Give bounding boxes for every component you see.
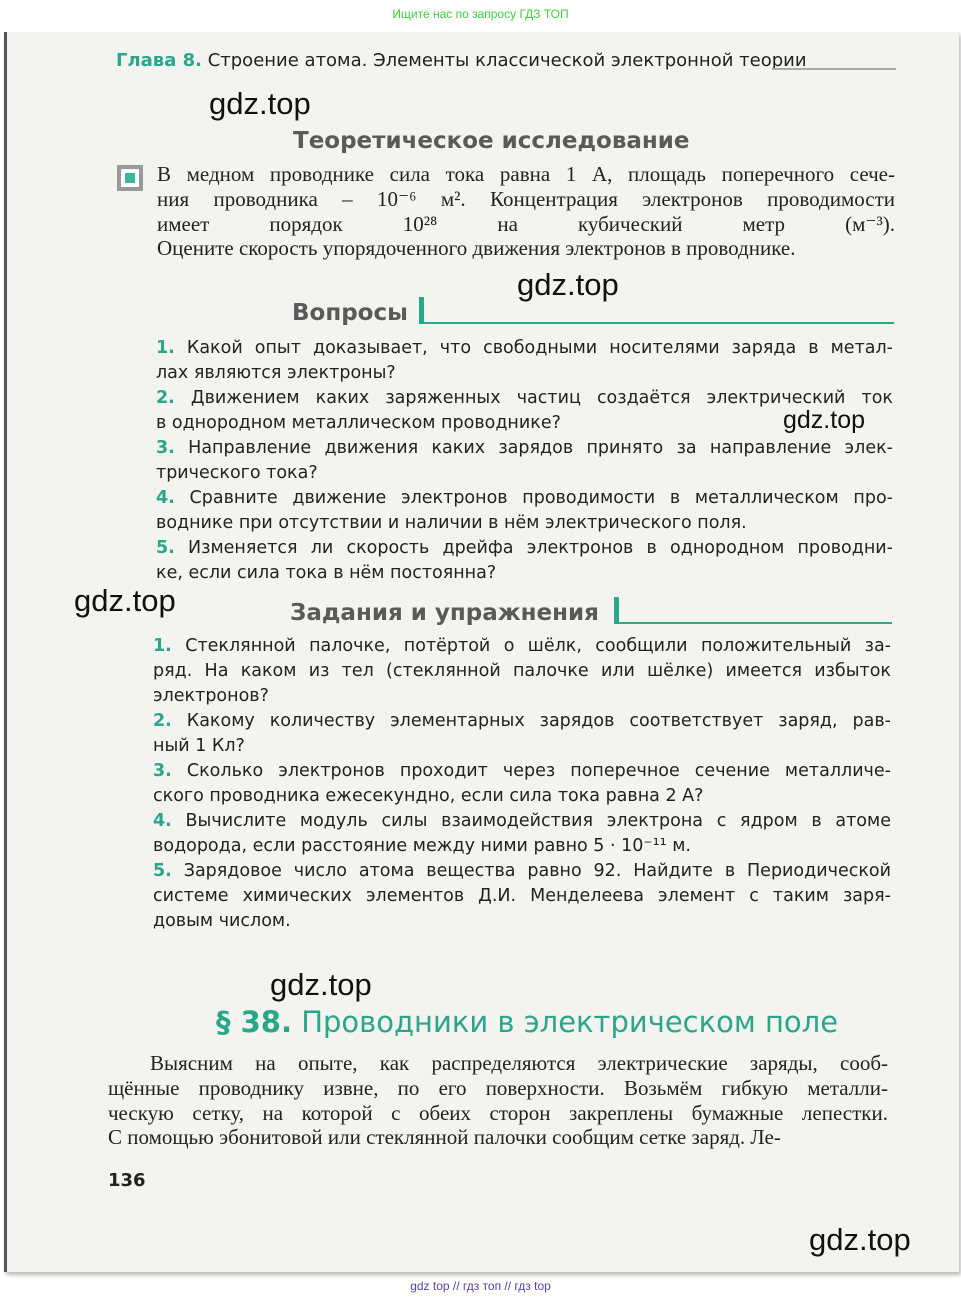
section-title: [216, 1005, 838, 1039]
text-line: Выясним на опыте, как распределяются электрические заряды, сооб-: [150, 1051, 888, 1075]
text-line: В медном проводнике сила тока равна 1 А, площадь поперечного сече-: [157, 162, 895, 186]
text-line: водорода, если расстояние между ними равно 5 · 10⁻¹¹ м.: [153, 835, 691, 856]
heading-bar: [614, 597, 619, 623]
watermark: gdz.top: [74, 583, 176, 618]
text-line: ке, если сила тока в нём постоянна?: [156, 563, 497, 584]
exercises-heading: Задания и упражнения: [290, 600, 599, 626]
item-text: Изменяется ли скорость дрейфа электронов в однородном проводни-: [188, 538, 893, 559]
section-number: § 38.: [216, 1005, 292, 1039]
question-item: [156, 486, 893, 536]
text-line: [156, 436, 893, 461]
chapter-label: Глава 8.: [116, 50, 202, 71]
text-line: [153, 859, 891, 884]
item-number: 1.: [153, 636, 172, 656]
exercise-item: [153, 859, 891, 933]
exercise-item: [153, 709, 891, 759]
exercises-list: [153, 634, 891, 934]
questions-heading: Вопросы: [292, 300, 408, 326]
text-line: электронов?: [153, 685, 269, 706]
text-line: [156, 536, 893, 561]
item-text: Сколько электронов проходит через поперечное сечение металличе-: [186, 760, 891, 781]
watermark: gdz.top: [809, 1222, 911, 1257]
watermark: gdz.top: [783, 406, 866, 434]
section-text: [108, 1051, 888, 1150]
heading-bar: [419, 297, 424, 323]
item-text: Вычислите модуль силы взаимодействия электрона с ядром в атоме: [185, 811, 891, 832]
exercise-item: [153, 634, 891, 708]
question-item: [156, 436, 893, 486]
page-number: 136: [108, 1170, 146, 1191]
item-text: Какой опыт доказывает, что свободными носителями заряда в метал-: [186, 338, 893, 358]
chapter-title: Строение атома. Элементы классической электронной теории: [207, 50, 807, 71]
item-number: 1.: [156, 338, 175, 358]
item-number: 4.: [156, 488, 175, 509]
text-line: [156, 336, 893, 361]
questions-list: [156, 336, 893, 586]
text-line: ный 1 Кл?: [153, 735, 245, 756]
text-line: ряд. На каком из тел (стеклянной палочке или шёлке) имеется избыток: [153, 660, 891, 681]
item-number: 3.: [156, 438, 175, 459]
item-number: 5.: [153, 861, 172, 882]
text-line: ния проводника – 10⁻⁶ м². Концентрация электронов проводимости: [157, 186, 895, 211]
section-name: Проводники в электрическом поле: [301, 1005, 839, 1039]
heading-rule: [419, 322, 894, 324]
top-banner[interactable]: Ищите нас по запросу ГДЗ ТОП: [392, 7, 569, 21]
watermark: gdz.top: [517, 267, 619, 302]
item-text: Зарядовое число атома вещества равно 92. Найдите в Периодической: [183, 861, 891, 882]
text-line: [153, 634, 891, 659]
text-line: трического тока?: [156, 462, 318, 483]
text-line: [156, 486, 893, 511]
text-line: ского проводника ежесекундно, если сила тока равна 2 А?: [153, 785, 704, 806]
text-line: воднике при отсутствии и наличии в нём электрического поля.: [156, 513, 747, 534]
theory-text: [157, 162, 895, 261]
text-line: довым числом.: [153, 910, 291, 931]
item-text: Какому количеству элементарных зарядов соответствует заряд, рав-: [186, 710, 891, 731]
text-line: [153, 759, 891, 784]
text-line: щённые проводнику извне, по его поверхности. Возьмём гибкую металли-: [108, 1075, 888, 1100]
text-line: лах являются электроны?: [156, 362, 396, 383]
text-line: системе химических элементов Д.И. Менделеева элемент с таким заря-: [153, 885, 891, 906]
item-text: Сравните движение электронов проводимости в металлическом про-: [189, 488, 893, 509]
item-text: Движением каких заряженных частиц создаётся электрический ток: [190, 388, 893, 409]
exercise-item: [153, 809, 891, 859]
text-line: С помощью эбонитовой или стеклянной палочки сообщим сетке заряд. Ле-: [108, 1125, 781, 1150]
theory-square-icon: [117, 165, 143, 191]
footer-links[interactable]: gdz top // гдз топ // гдз top: [410, 1279, 551, 1293]
text-line: Оцените скорость упорядоченного движения электронов в проводнике.: [157, 236, 796, 261]
question-item: [156, 536, 893, 586]
watermark: gdz.top: [270, 967, 372, 1002]
item-text: Стеклянной палочке, потёртой о шёлк, сообщили положительный за-: [185, 636, 891, 656]
item-text: Направление движения каких зарядов принято за направление элек-: [188, 438, 893, 459]
text-line: [153, 809, 891, 834]
chapter-header: [116, 50, 807, 71]
text-line: в однородном металлическом проводнике?: [156, 412, 561, 433]
header-rule: [772, 68, 896, 70]
text-line: имеет порядок 10²⁸ на кубический метр (м⁻³).: [157, 211, 895, 236]
theory-heading: Теоретическое исследование: [293, 128, 690, 154]
item-number: 5.: [156, 538, 175, 559]
heading-rule: [614, 622, 892, 624]
item-number: 2.: [156, 388, 175, 409]
exercise-item: [153, 759, 891, 809]
question-item: [156, 336, 893, 386]
text-line: [153, 709, 891, 734]
text-line: ческую сетку, на которой с обеих сторон закреплены бумажные лепестки.: [108, 1100, 888, 1125]
item-number: 4.: [153, 811, 172, 832]
item-number: 3.: [153, 760, 172, 781]
watermark: gdz.top: [209, 86, 311, 121]
item-number: 2.: [153, 710, 172, 731]
